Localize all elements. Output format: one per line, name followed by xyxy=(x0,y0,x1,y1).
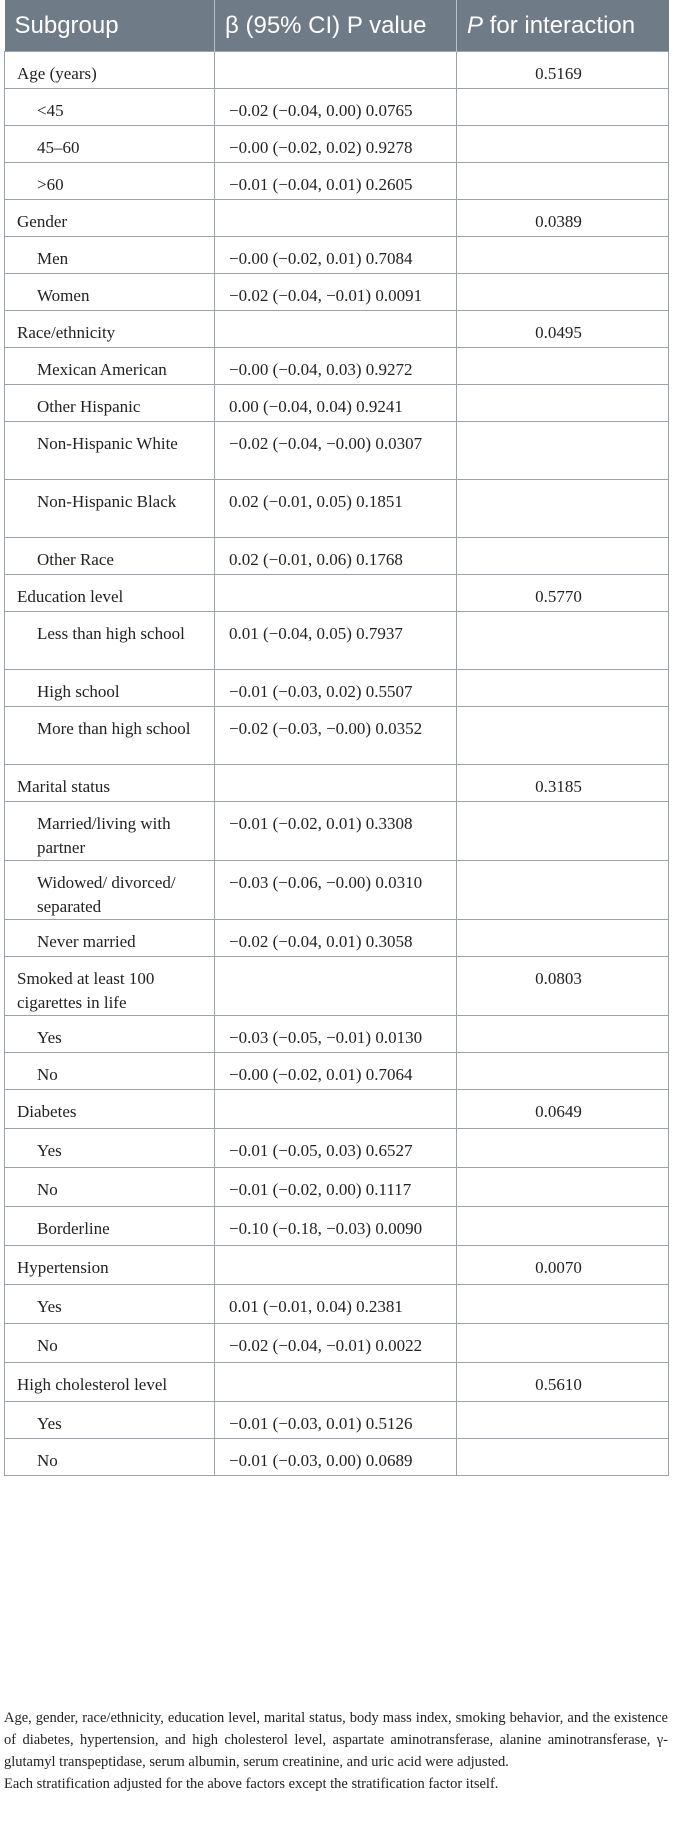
table-row xyxy=(5,1439,669,1476)
subgroup-cell: No xyxy=(5,1053,215,1090)
p-interaction-cell xyxy=(457,861,669,920)
beta-ci-p-cell: −0.01 (−0.02, 0.00) 0.1117 xyxy=(215,1168,457,1207)
subgroup-cell: Married/living with partner xyxy=(5,802,215,861)
table-row xyxy=(5,538,669,575)
beta-ci-p-cell: 0.01 (−0.04, 0.05) 0.7937 xyxy=(215,612,457,670)
group-row xyxy=(5,575,669,612)
beta-ci-p-cell xyxy=(215,200,457,237)
table-row xyxy=(5,861,669,920)
subgroup-cell: Men xyxy=(5,237,215,274)
beta-ci-p-cell xyxy=(215,311,457,348)
footnote-stratification: Each stratification adjusted for the above factors except the stratification factor itself. xyxy=(4,1776,499,1792)
beta-ci-p-cell: −0.00 (−0.04, 0.03) 0.9272 xyxy=(215,348,457,385)
beta-ci-p-cell: 0.02 (−0.01, 0.05) 0.1851 xyxy=(215,480,457,538)
table-row xyxy=(5,1168,669,1207)
subgroup-cell: Mexican American xyxy=(5,348,215,385)
subgroup-cell: Marital status xyxy=(5,765,215,802)
table-row xyxy=(5,89,669,126)
beta-ci-p-cell xyxy=(215,1246,457,1285)
p-interaction-cell: 0.3185 xyxy=(457,765,669,802)
p-interaction-cell xyxy=(457,385,669,422)
beta-ci-p-cell xyxy=(215,1090,457,1129)
group-row xyxy=(5,1246,669,1285)
subgroup-cell: Never married xyxy=(5,920,215,957)
p-interaction-cell xyxy=(457,422,669,480)
table-row xyxy=(5,612,669,670)
table-row xyxy=(5,1053,669,1090)
table-row xyxy=(5,920,669,957)
header-beta-ci-p: β (95% CI) P value xyxy=(215,0,457,52)
p-interaction-cell xyxy=(457,802,669,861)
subgroup-cell: >60 xyxy=(5,163,215,200)
p-interaction-cell xyxy=(457,126,669,163)
group-row xyxy=(5,1363,669,1402)
subgroup-cell: Gender xyxy=(5,200,215,237)
beta-ci-p-cell: −0.10 (−0.18, −0.03) 0.0090 xyxy=(215,1207,457,1246)
subgroup-cell: Widowed/ divorced/ separated xyxy=(5,861,215,920)
table-row xyxy=(5,348,669,385)
table-row xyxy=(5,422,669,480)
subgroup-cell: <45 xyxy=(5,89,215,126)
beta-ci-p-cell: −0.03 (−0.06, −0.00) 0.0310 xyxy=(215,861,457,920)
beta-ci-p-cell: −0.01 (−0.03, 0.00) 0.0689 xyxy=(215,1439,457,1476)
p-interaction-cell: 0.0495 xyxy=(457,311,669,348)
p-interaction-cell xyxy=(457,1285,669,1324)
beta-ci-p-cell xyxy=(215,957,457,1016)
p-interaction-cell xyxy=(457,612,669,670)
p-interaction-cell: 0.0389 xyxy=(457,200,669,237)
subgroup-cell: No xyxy=(5,1439,215,1476)
p-interaction-cell xyxy=(457,1402,669,1439)
p-interaction-cell xyxy=(457,1053,669,1090)
p-interaction-cell xyxy=(457,274,669,311)
subgroup-cell: Yes xyxy=(5,1402,215,1439)
beta-ci-p-cell xyxy=(215,52,457,89)
group-row xyxy=(5,311,669,348)
header-p-italic: P xyxy=(467,11,484,39)
table-row xyxy=(5,1285,669,1324)
subgroup-cell: Other Hispanic xyxy=(5,385,215,422)
p-interaction-cell: 0.0070 xyxy=(457,1246,669,1285)
group-row xyxy=(5,52,669,89)
table-footnotes xyxy=(4,1707,668,1795)
subgroup-cell: Diabetes xyxy=(5,1090,215,1129)
p-interaction-cell xyxy=(457,707,669,765)
beta-ci-p-cell: −0.02 (−0.03, −0.00) 0.0352 xyxy=(215,707,457,765)
p-interaction-cell: 0.0803 xyxy=(457,957,669,1016)
group-row xyxy=(5,957,669,1016)
beta-ci-p-cell: 0.02 (−0.01, 0.06) 0.1768 xyxy=(215,538,457,575)
beta-ci-p-cell: −0.01 (−0.03, 0.02) 0.5507 xyxy=(215,670,457,707)
beta-ci-p-cell: −0.00 (−0.02, 0.02) 0.9278 xyxy=(215,126,457,163)
subgroup-cell: Non-Hispanic Black xyxy=(5,480,215,538)
beta-ci-p-cell: −0.01 (−0.02, 0.01) 0.3308 xyxy=(215,802,457,861)
table-row xyxy=(5,670,669,707)
subgroup-cell: Less than high school xyxy=(5,612,215,670)
subgroup-cell: No xyxy=(5,1168,215,1207)
table-row xyxy=(5,237,669,274)
beta-ci-p-cell: −0.02 (−0.04, −0.00) 0.0307 xyxy=(215,422,457,480)
p-interaction-cell xyxy=(457,1324,669,1363)
subgroup-cell: More than high school xyxy=(5,707,215,765)
subgroup-cell: 45–60 xyxy=(5,126,215,163)
p-interaction-cell xyxy=(457,480,669,538)
p-interaction-cell xyxy=(457,1016,669,1053)
table-row xyxy=(5,274,669,311)
subgroup-cell: Other Race xyxy=(5,538,215,575)
p-interaction-cell xyxy=(457,163,669,200)
beta-ci-p-cell: 0.00 (−0.04, 0.04) 0.9241 xyxy=(215,385,457,422)
subgroup-cell: Race/ethnicity xyxy=(5,311,215,348)
subgroup-cell: Smoked at least 100 cigarettes in life xyxy=(5,957,215,1016)
subgroup-cell: Education level xyxy=(5,575,215,612)
beta-ci-p-cell: −0.01 (−0.03, 0.01) 0.5126 xyxy=(215,1402,457,1439)
beta-ci-p-cell xyxy=(215,765,457,802)
subgroup-table-container xyxy=(4,0,668,1476)
subgroup-cell: Yes xyxy=(5,1016,215,1053)
beta-ci-p-cell: −0.00 (−0.02, 0.01) 0.7064 xyxy=(215,1053,457,1090)
p-interaction-cell xyxy=(457,237,669,274)
subgroup-cell: Borderline xyxy=(5,1207,215,1246)
table-header xyxy=(5,0,669,52)
group-row xyxy=(5,200,669,237)
p-interaction-cell xyxy=(457,1207,669,1246)
header-subgroup: Subgroup xyxy=(5,0,215,52)
header-p-rest: for interaction xyxy=(483,11,636,39)
subgroup-cell: No xyxy=(5,1324,215,1363)
header-row xyxy=(5,0,669,52)
p-interaction-cell: 0.0649 xyxy=(457,1090,669,1129)
table-row xyxy=(5,707,669,765)
p-interaction-cell xyxy=(457,538,669,575)
table-row xyxy=(5,480,669,538)
table-body xyxy=(5,52,669,1476)
beta-ci-p-cell: −0.03 (−0.05, −0.01) 0.0130 xyxy=(215,1016,457,1053)
table-row xyxy=(5,1324,669,1363)
beta-ci-p-cell: −0.02 (−0.04, 0.01) 0.3058 xyxy=(215,920,457,957)
table-row xyxy=(5,385,669,422)
beta-ci-p-cell: −0.02 (−0.04, 0.00) 0.0765 xyxy=(215,89,457,126)
subgroup-cell: Yes xyxy=(5,1129,215,1168)
beta-ci-p-cell: −0.02 (−0.04, −0.01) 0.0091 xyxy=(215,274,457,311)
p-interaction-cell xyxy=(457,1168,669,1207)
p-interaction-cell xyxy=(457,348,669,385)
subgroup-cell: Age (years) xyxy=(5,52,215,89)
table-row xyxy=(5,163,669,200)
beta-ci-p-cell: −0.00 (−0.02, 0.01) 0.7084 xyxy=(215,237,457,274)
table-row xyxy=(5,1016,669,1053)
subgroup-cell: High school xyxy=(5,670,215,707)
group-row xyxy=(5,765,669,802)
p-interaction-cell xyxy=(457,1129,669,1168)
beta-ci-p-cell: −0.01 (−0.04, 0.01) 0.2605 xyxy=(215,163,457,200)
table-row xyxy=(5,1207,669,1246)
p-interaction-cell: 0.5169 xyxy=(457,52,669,89)
p-interaction-cell xyxy=(457,670,669,707)
table-row xyxy=(5,802,669,861)
p-interaction-cell xyxy=(457,89,669,126)
p-interaction-cell xyxy=(457,920,669,957)
beta-ci-p-cell: −0.02 (−0.04, −0.01) 0.0022 xyxy=(215,1324,457,1363)
group-row xyxy=(5,1090,669,1129)
table-row xyxy=(5,1129,669,1168)
subgroup-cell: Hypertension xyxy=(5,1246,215,1285)
subgroup-analysis-table xyxy=(4,0,669,1476)
beta-ci-p-cell: −0.01 (−0.05, 0.03) 0.6527 xyxy=(215,1129,457,1168)
footnote-adjustment: Age, gender, race/ethnicity, education level, marital status, body mass index, smoking behavior, and the existence of diabetes, hypertension, and high cholesterol level, aspartate aminotransferase, alanine aminotransferase, γ- glutamyl transpeptidase, serum albumin, serum creatinine, and uric acid were adjusted. xyxy=(4,1710,668,1770)
subgroup-cell: Non-Hispanic White xyxy=(5,422,215,480)
subgroup-cell: Women xyxy=(5,274,215,311)
beta-ci-p-cell: 0.01 (−0.01, 0.04) 0.2381 xyxy=(215,1285,457,1324)
table-row xyxy=(5,126,669,163)
beta-ci-p-cell xyxy=(215,1363,457,1402)
table-row xyxy=(5,1402,669,1439)
p-interaction-cell xyxy=(457,1439,669,1476)
beta-ci-p-cell xyxy=(215,575,457,612)
subgroup-cell: High cholesterol level xyxy=(5,1363,215,1402)
p-interaction-cell: 0.5610 xyxy=(457,1363,669,1402)
subgroup-cell: Yes xyxy=(5,1285,215,1324)
p-interaction-cell: 0.5770 xyxy=(457,575,669,612)
header-p-interaction xyxy=(457,0,669,52)
